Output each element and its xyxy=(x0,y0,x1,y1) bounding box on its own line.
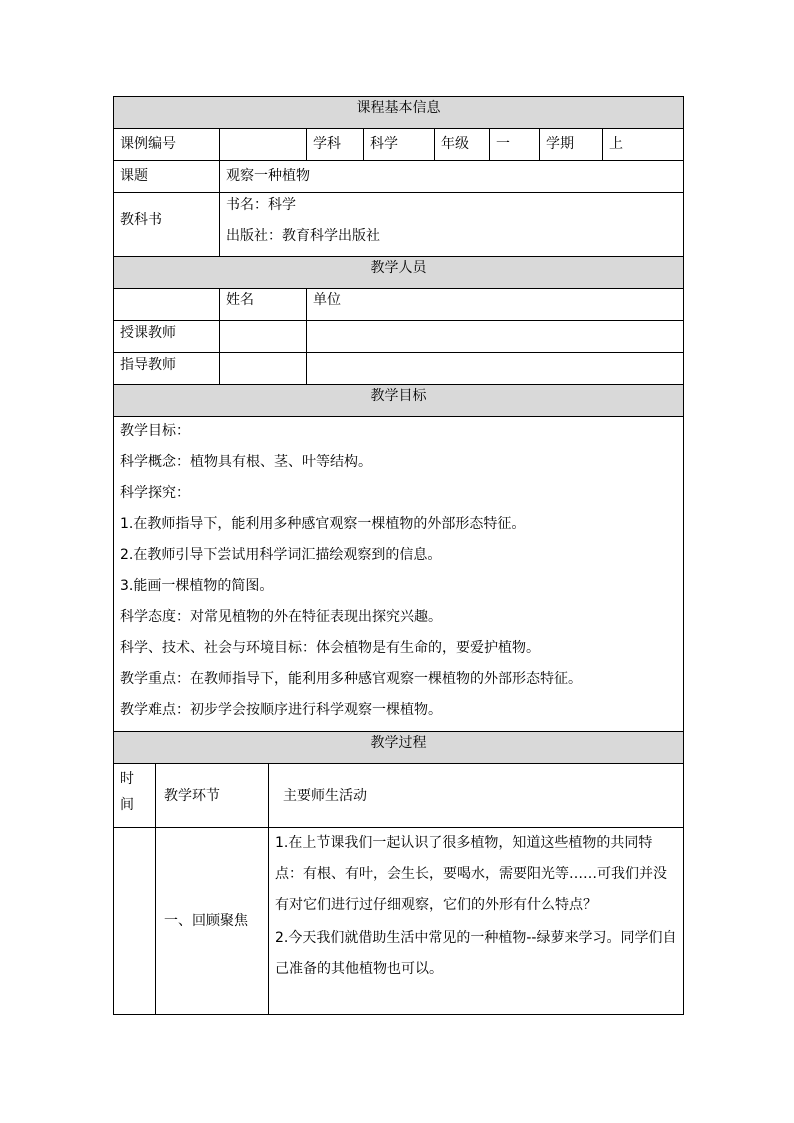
textbook-name: 书名：科学 xyxy=(226,197,296,213)
objective-line: 1.在教师指导下，能利用多种感官观察一棵植物的外部形态特征。 xyxy=(120,516,526,532)
textbook-publisher: 出版社：教育科学出版社 xyxy=(226,228,380,244)
objective-line: 教学难点：初步学会按顺序进行科学观察一棵植物。 xyxy=(120,702,442,718)
course-code-value xyxy=(220,129,307,161)
process-col-activity: 主要师生活动 xyxy=(269,764,684,828)
activity-paragraph: 1.在上节课我们一起认识了很多植物，知道这些植物的共同特点：有根、有叶，会生长，要喝水，需要阳光等……可我们并没有对它们进行过仔细观察，它们的外形有什么特点？ xyxy=(275,835,667,913)
teacher-label: 授课教师 xyxy=(114,321,220,353)
topic-value: 观察一种植物 xyxy=(220,161,684,193)
staff-name-col: 姓名 xyxy=(220,289,307,321)
objectives-body xyxy=(114,417,684,732)
process-row-time xyxy=(114,828,156,1015)
course-code-label: 课例编号 xyxy=(114,129,220,161)
objective-line: 教学重点：在教师指导下，能利用多种感官观察一棵植物的外部形态特征。 xyxy=(120,671,582,687)
staff-unit-col: 单位 xyxy=(307,289,684,321)
process-col-time-text: 时间 xyxy=(120,771,134,813)
process-table xyxy=(113,763,684,1015)
process-header: 教学过程 xyxy=(114,732,684,764)
objective-line: 科学概念：植物具有根、茎、叶等结构。 xyxy=(120,454,372,470)
lesson-plan-page xyxy=(113,96,683,1015)
activity-paragraph: 2.今天我们就借助生活中常见的一种植物--绿萝来学习。同学们自己准备的其他植物也可以。 xyxy=(275,930,677,977)
textbook-label: 教科书 xyxy=(114,193,220,257)
advisor-label: 指导教师 xyxy=(114,353,220,385)
objective-line: 科学、技术、社会与环境目标：体会植物是有生命的，要爱护植物。 xyxy=(120,640,540,656)
process-row-activity xyxy=(269,828,684,1015)
course-info-table xyxy=(113,96,684,764)
advisor-unit xyxy=(307,353,684,385)
process-col-stage: 教学环节 xyxy=(156,764,269,828)
advisor-name xyxy=(220,353,307,385)
objectives-header: 教学目标 xyxy=(114,385,684,417)
process-col-time xyxy=(114,764,156,828)
objective-line: 教学目标： xyxy=(120,423,190,439)
process-row-stage: 一、回顾聚焦 xyxy=(156,828,269,1015)
objective-line: 2.在教师引导下尝试用科学词汇描绘观察到的信息。 xyxy=(120,547,442,563)
grade-value: 一 xyxy=(490,129,540,161)
course-info-header: 课程基本信息 xyxy=(114,97,684,129)
teacher-name xyxy=(220,321,307,353)
topic-label: 课题 xyxy=(114,161,220,193)
objective-line: 科学探究： xyxy=(120,485,190,501)
staff-header: 教学人员 xyxy=(114,257,684,289)
subject-label: 学科 xyxy=(307,129,364,161)
subject-value: 科学 xyxy=(364,129,435,161)
staff-blank-cell xyxy=(114,289,220,321)
teacher-unit xyxy=(307,321,684,353)
term-value: 上 xyxy=(603,129,684,161)
textbook-value xyxy=(220,193,684,257)
objective-line: 科学态度：对常见植物的外在特征表现出探究兴趣。 xyxy=(120,609,442,625)
grade-label: 年级 xyxy=(435,129,490,161)
objective-line: 3.能画一棵植物的简图。 xyxy=(120,578,274,594)
term-label: 学期 xyxy=(540,129,603,161)
